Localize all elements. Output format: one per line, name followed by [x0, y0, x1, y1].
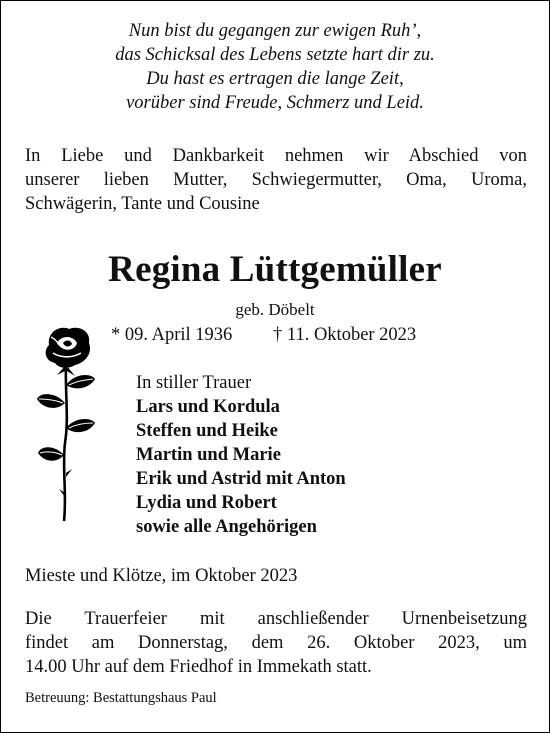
place-date: Mieste und Klötze, im Oktober 2023: [25, 566, 298, 586]
service-info: [25, 607, 527, 679]
mourner-name: Martin und Marie: [136, 445, 281, 465]
intro-line: unserer lieben Mutter, Schwiegermutter, Oma, Uroma,: [25, 170, 527, 190]
poem-line: Nun bist du gegangen zur ewigen Ruh’,: [128, 21, 422, 41]
poem-line: vorüber sind Freude, Schmerz und Leid.: [126, 93, 424, 113]
intro-line: In Liebe und Dankbarkeit nehmen wir Abschied von: [25, 146, 527, 166]
mourner-name: Lars und Kordula: [136, 397, 280, 417]
poem: [1, 19, 549, 115]
mourner-name: Steffen und Heike: [136, 421, 278, 441]
mourners-heading: In stiller Trauer: [136, 373, 252, 393]
mourner-name: sowie alle Angehörigen: [136, 517, 317, 537]
funeral-home-credit: Betreuung: Bestattungshaus Paul: [25, 690, 217, 706]
mourners: [136, 371, 456, 539]
intro-line: Schwägerin, Tante und Cousine: [25, 194, 260, 214]
poem-line: das Schicksal des Lebens setzte hart dir zu.: [115, 45, 435, 65]
intro-text: [25, 144, 527, 216]
poem-line: Du hast es ertragen die lange Zeit,: [146, 69, 404, 89]
mourner-name: Lydia und Robert: [136, 493, 277, 513]
service-line: 14.00 Uhr auf dem Friedhof in Immekath statt.: [25, 657, 372, 677]
mourner-name: Erik und Astrid mit Anton: [136, 469, 346, 489]
service-line: findet am Donnerstag, dem 26. Oktober 2023, um: [25, 633, 527, 653]
birth-name: geb. Döbelt: [235, 300, 315, 319]
birth-date: * 09. April 1936: [111, 325, 233, 345]
rose-icon: [35, 323, 97, 523]
service-line: Die Trauerfeier mit anschließender Urnenbeisetzung: [25, 609, 527, 629]
death-date: † 11. Oktober 2023: [273, 325, 417, 345]
deceased-name: Regina Lüttgemüller: [108, 249, 442, 290]
